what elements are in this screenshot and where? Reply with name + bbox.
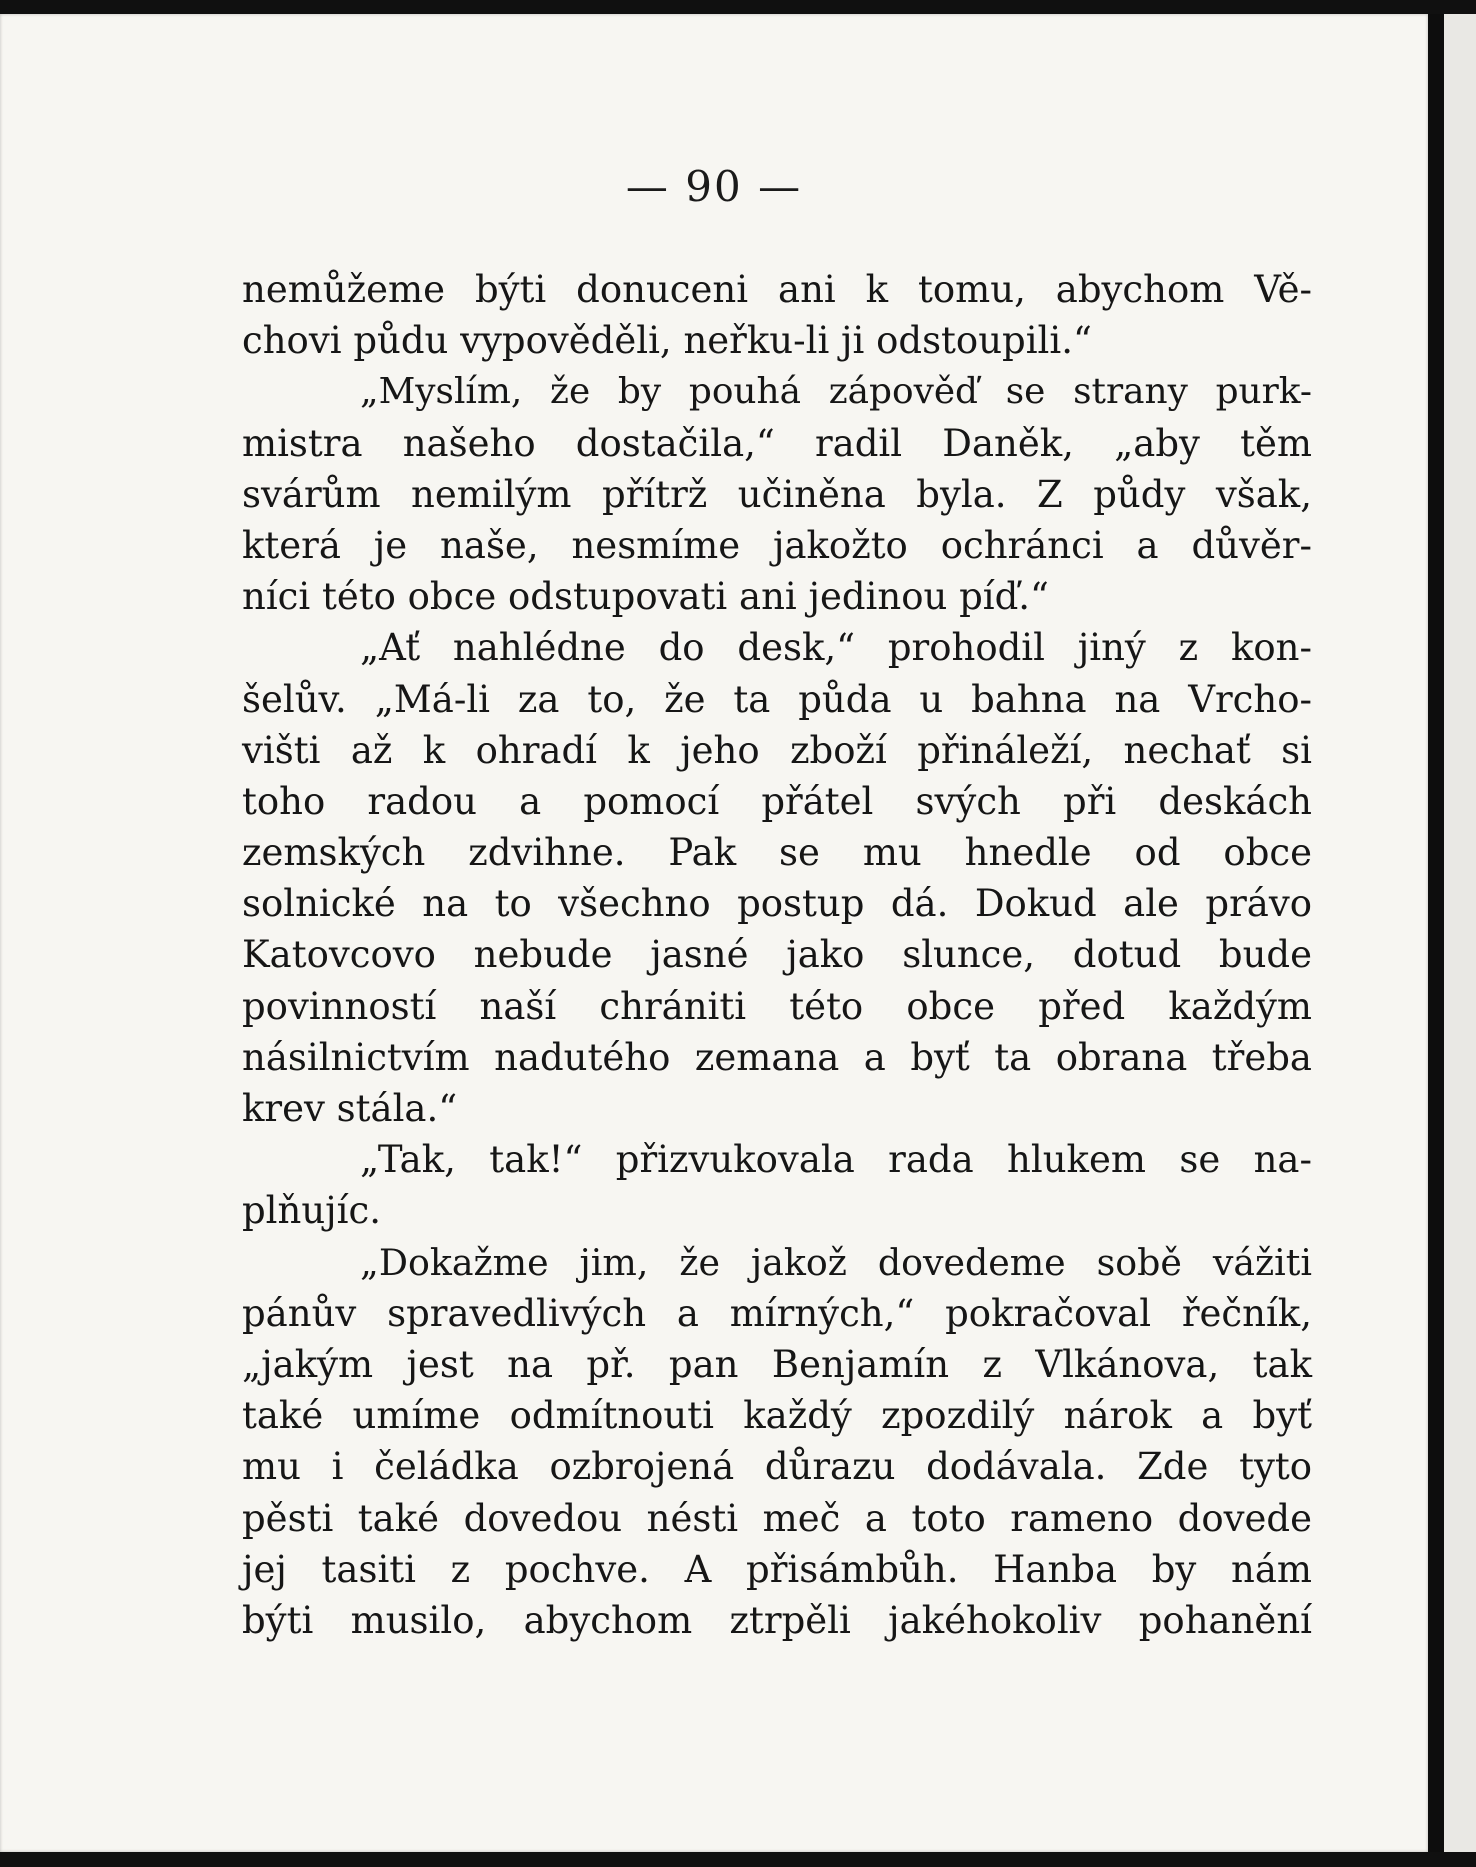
text-line: pěsti také dovedou nésti meč a toto rameno dovede [242,1496,1312,1540]
body-text [242,264,1312,1646]
text-line: svárům nemilým přítrž učiněna byla. Z půdy však, [242,472,1312,516]
page-edge-shadow [1428,14,1444,1852]
text-line: zemských zdvihne. Pak se mu hnedle od obce [242,831,1312,875]
text-line: krev stála.“ [242,1087,458,1130]
text-line: plňujíc. [242,1189,381,1233]
text-line: solnické na to všechno postup dá. Dokud ale právo [242,882,1312,926]
text-line: mu i čeládka ozbrojená důrazu dodávala. Zde tyto [242,1445,1312,1489]
book-page [0,14,1428,1852]
text-line: nemůžeme býti donuceni ani k tomu, abychom Vě- [242,268,1312,311]
text-line: šelův. „Má-li za to, že ta půda u bahna na Vrcho- [242,677,1312,721]
text-line: pánův spravedlivých a mírných,“ pokračoval řečník, [242,1291,1312,1335]
text-line: povinností naší chrániti této obce před každým [242,984,1312,1028]
next-page-edge [1444,14,1476,1852]
text-line: také umíme odmítnouti každý zpozdilý nárok a byť [242,1394,1312,1438]
text-line: „Dokažme jim, že jakož dovedeme sobě vážiti [360,1240,1312,1284]
text-line: násilnictvím nadutého zemana a byť ta obrana třeba [242,1035,1312,1079]
text-line: mistra našeho dostačila,“ radil Daněk, „aby těm [242,421,1312,465]
text-line: „Tak, tak!“ přizvukovala rada hlukem se na- [360,1138,1312,1182]
text-line: „Ať nahlédne do desk,“ prohodil jiný z kon- [360,626,1312,670]
text-line: višti až k ohradí k jeho zboží přináleží, nechať si [242,728,1312,772]
text-line: býti musilo, abychom ztrpěli jakéhokoliv pohanění [242,1598,1312,1642]
text-line: „Myslím, že by pouhá zápověď se strany purk- [360,371,1312,413]
text-line: „jakým jest na př. pan Benjamín z Vlkánova, tak [242,1342,1312,1386]
text-line: Katovcovo nebude jasné jako slunce, dotud bude [242,933,1312,977]
text-line: toho radou a pomocí přátel svých při deskách [242,779,1312,823]
text-line: která je naše, nesmíme jakožto ochránci a důvěr- [242,523,1312,567]
page-number: — 90 — [625,162,803,211]
text-line: níci této obce odstupovati ani jedinou píď.“ [242,575,1049,619]
text-line: chovi půdu vypověděli, neřku-li ji odstoupili.“ [242,319,1092,363]
text-line: jej tasiti z pochve. A přisámbůh. Hanba by nám [242,1547,1312,1591]
